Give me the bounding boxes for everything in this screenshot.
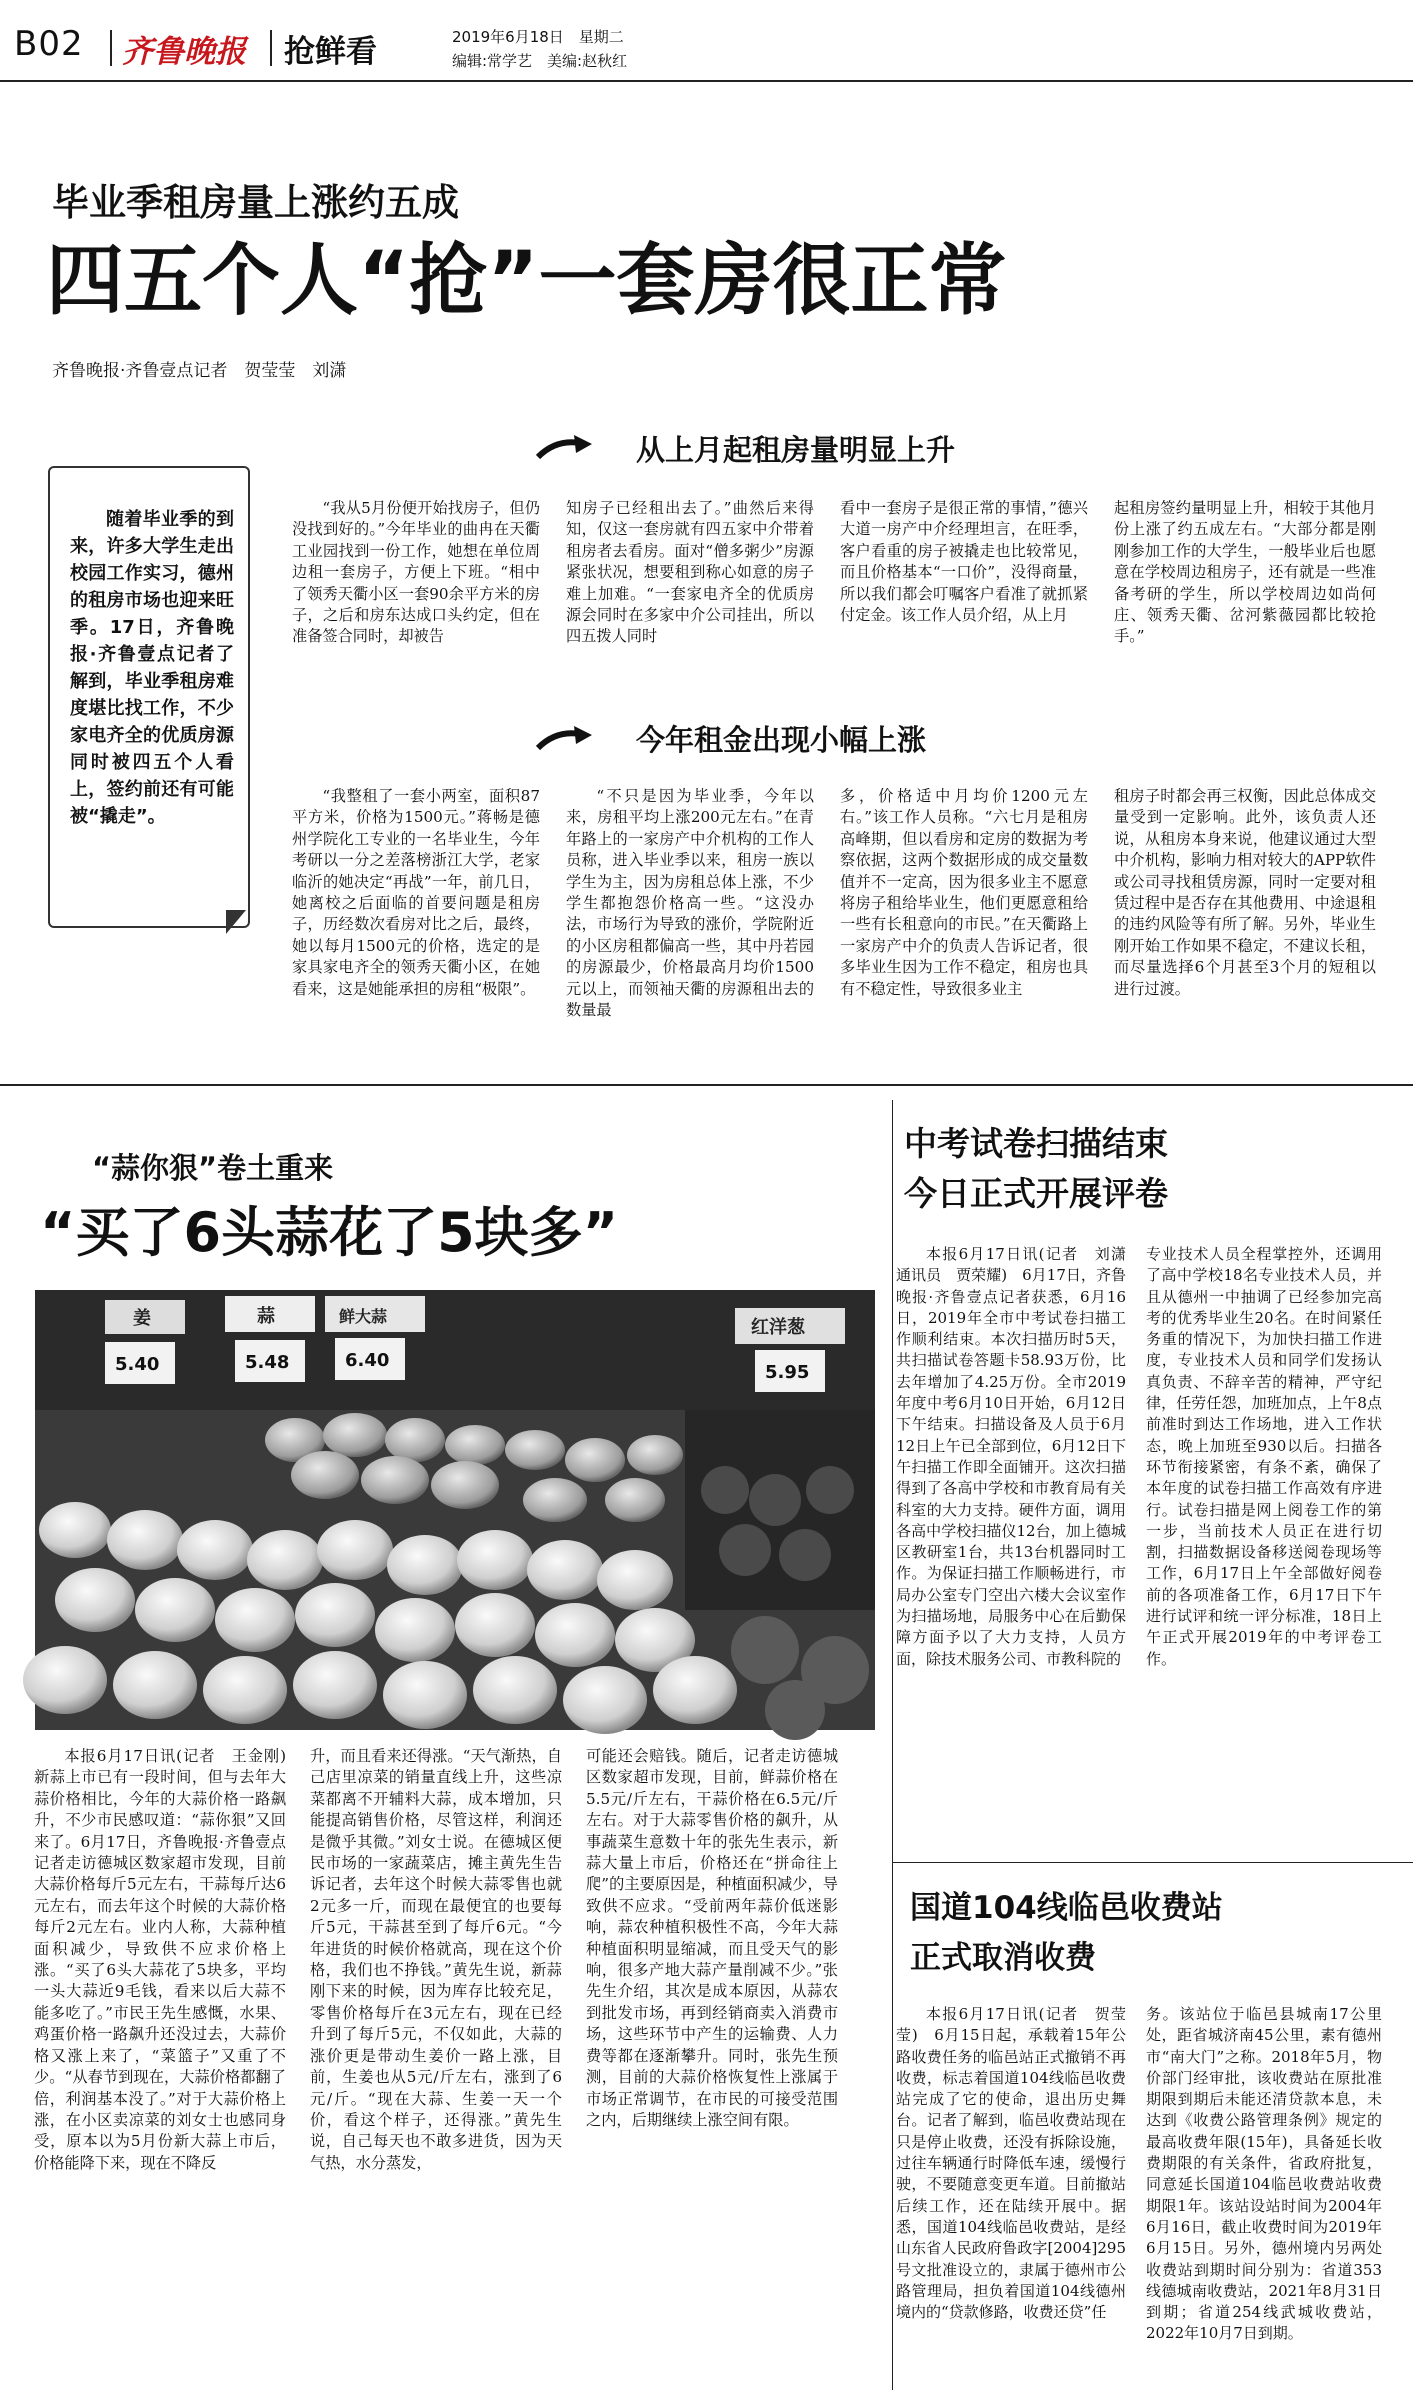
photo-price: 5.95 bbox=[765, 1362, 810, 1383]
section-rule bbox=[893, 1862, 1413, 1863]
photo-price: 6.40 bbox=[345, 1350, 390, 1371]
header-rule bbox=[0, 80, 1413, 82]
article3-col2: 专业技术人员全程掌控外，还调用了高中学校18名专业技术人员，并且从德州一中抽调了已经参加完高考的优秀毕业生20名。在时间紧任务重的情况下，为加快扫描工作进度，专业技术人员和同学们发扬认真负责、不辞辛苦的精神，严守纪律，任劳任怨，加班加点，上午8点前准时到达工作场地，进入工作状态，晚上加班至930以后。扫描各环节衔接紧密，有条不紊，确保了本年度的试卷扫描工作高效有序进行。试卷扫描是网上阅卷工作的第一步，当前技术人员正在进行切割，扫描数据设备移送阅卷现场等工作，6月17日上午全部做好阅卷前的各项准备工作，6月17日下午进行试评和统一评分标准，18日上午正式开展2019年的中考评卷工作。 bbox=[1146, 1245, 1382, 1668]
article1-sec2-col1: “我整租了一套小两室，面积87平方米，价格为1500元。”蒋畅是德州学院化工专业的一名毕业生，今年考研以一分之差落榜浙江大学，老家临沂的她决定“再战”一年，前几日，她离校之后面临的首要问题是租房子，历经数次看房对比之后，最终，她以每月1500元的价格，选定的是家具家电齐全的领秀天衢小区，在她看来，这是她能承担的房租“极限”。 bbox=[292, 787, 540, 998]
sidebar-callout bbox=[48, 466, 250, 928]
article1-sec2-col3: 多，价格适中月均价1200元左右。”该工作人员称。“六七月是租房高峰期，但以看房和定房的数据为考察依据，这两个数据形成的成交量数值并不一定高，因为很多业主不愿意将房子租给毕业生，他们更愿意租给一些有长租意向的市民。”在天衢路上一家房产中介的负责人告诉记者，很多毕业生因为工作不稳定，租房也具有不稳定性，导致很多业主 bbox=[840, 787, 1088, 998]
article1-kicker: 毕业季租房量上涨约五成 bbox=[52, 181, 459, 224]
headline-text: 一套房很正常 bbox=[538, 236, 1007, 326]
article1-byline: 齐鲁晚报·齐鲁壹点记者 贺莹莹 刘潇 bbox=[52, 361, 347, 381]
section-rule bbox=[0, 1084, 1413, 1086]
photo-price: 5.40 bbox=[115, 1354, 160, 1375]
newspaper-logo: 齐鲁晚报 bbox=[122, 34, 246, 70]
article1-sec2-col4: 租房子时都会再三权衡，因此总体成交量受到一定影响。此外，该负责人还说，从租房本身来说，他建议通过大型中介机构，影响力相对较大的APP软件或公司寻找租赁房源，同时一定要对租赁过程中是否存在其他费用、中途退租的违约风险等有所了解。另外，毕业生刚开始工作如果不稳定，不建议长租，而尽量选择6个月甚至3个月的短租以进行过渡。 bbox=[1114, 787, 1376, 998]
article2-col2: 升，而且看来还得涨。“天气渐热，自己店里凉菜的销量直线上升，这些凉菜都离不开辅料大蒜，成本增加，只能提高销售价格，尽管这样，利润还是微乎其微。”刘女士说。在德城区便民市场的一家蔬菜店，摊主黄先生告诉记者，去年这个时候大蒜零售也就2元多一斤，而现在最便宜的也要每斤5元，干蒜甚至到了每斤6元。“今年进货的时候价格就高，现在这个价格，我们也不挣钱。”黄先生说，新蒜刚下来的时候，因为库存比较充足，零售价格每斤在3元左右，现在已经升到了每斤5元，不仅如此，大蒜的涨价更是带动生姜价一路上涨，目前，生姜也从5元/斤左右，涨到了6元/斤。“现在大蒜、生姜一天一个价，看这个样子，还得涨。”黄先生说，自己每天也不敢多进货，因为天气热，水分蒸发， bbox=[310, 1747, 562, 2172]
photo-sign: 蒜 bbox=[257, 1306, 275, 1327]
article3-title-line2: 今日正式开展评卷 bbox=[904, 1174, 1168, 1213]
article2-col1: 本报6月17日讯(记者 王金刚) 新蒜上市已有一段时间，但与去年大蒜价格相比，今年的大蒜价格一路飙升，不少市民感叹道：“蒜你狠”又回来了。6月17日，齐鲁晚报·齐鲁壹点记者走访德城区数家超市发现，目前大蒜价格每斤5元左右，干蒜每斤达6元左右，而去年这个时候的大蒜价格每斤2元左右。业内人称，大蒜种植面积减少，导致供不应求价格上涨。“买了6头大蒜花了5块多，平均一头大蒜近9毛钱，看来以后大蒜不能多吃了。”市民王先生感慨，水果、鸡蛋价格一路飙升还没过去，大蒜价格又涨上来了，“菜篮子”又重了不少。“从春节到现在，大蒜价格都翻了倍，利润基本没了。”对于大蒜价格上涨，在小区卖凉菜的刘女士也感同身受，原本以为5月份新大蒜上市后，价格能降下来，现在不降反 bbox=[34, 1747, 302, 2172]
article3-col1: 本报6月17日讯(记者 刘潇 通讯员 贾荣耀) 6月17日，齐鲁晚报·齐鲁壹点记者获悉，6月16日，2019年全市中考试卷扫描工作顺利结束。本次扫描历时5天，共扫描试卷答题卡58.93万份，比去年增加了4.25万份。全市2019年度中考6月10日开始，6月12日下午结束。扫描设备及人员于6月12日上午已全部到位，6月12日下午扫描工作即全面铺开。这次扫描得到了各高中学校和市教育局有关科室的大力支持。硬件方面，调用各高中学校扫描仪12台，加上德城区教研室1台，共13台机器同时工作。为保证扫描工作顺畅进行，市局办公室专门空出六楼大会议室作为扫描场地，局服务中心在后勤保障方面予以了大力支持，人员方面，除技术服务公司、市教科院的 bbox=[896, 1245, 1142, 1668]
photo-sign: 姜 bbox=[133, 1308, 151, 1329]
article4-title-line2: 正式取消收费 bbox=[910, 1940, 1096, 1976]
article3-title-line1: 中考试卷扫描结束 bbox=[904, 1124, 1168, 1163]
article2-col3: 可能还会赔钱。随后，记者走访德城区数家超市发现，目前，鲜蒜价格在5.5元/斤左右，干蒜价格在6.5元/斤左右。对于大蒜零售价格的飙升，从事蔬菜生意数十年的张先生表示，新蒜大量上市后，价格还在“拼命往上爬”的主要原因是，种植面积减少，导致供不应求。“受前两年蒜价低迷影响，蒜农种植积极性不高，今年大蒜种植面积明显缩减，而且受天气的影响，很多产地大蒜产量削减不少。”张先生介绍，其次是成本原因，从蒜农到批发市场，再到经销商卖入消费市场，这些环节中产生的运输费、人力费等都在逐渐攀升。同时，张先生预测，目前的大蒜价格恢复性上涨属于市场正常调节，在市民的可接受范围之内，后期继续上涨空间有限。 bbox=[586, 1747, 838, 2129]
headline-text: 四五个人 bbox=[46, 236, 359, 326]
sidebar-pointer bbox=[226, 910, 246, 934]
sidebar-text: 随着毕业季的到来，许多大学生走出校园工作实习，德州的租房市场也迎来旺季。17日，齐鲁晚报·齐鲁壹点记者了解到，毕业季租房难度堪比找工作，不少家电齐全的优质房源同时被四五个人看上，签约前还有可能被“撬走”。 bbox=[70, 509, 234, 827]
header-divider bbox=[270, 30, 272, 66]
article1-sec1-col3: 看中一套房子是很正常的事情，”德兴大道一房产中介经理坦言，在旺季，客户看重的房子被撬走也比较常见，而且价格基本“一口价”，没得商量，所以我们都会叮嘱客户看准了就抓紧付定金。该工作人员介绍，从上月 bbox=[840, 499, 1088, 625]
article1-sec1-col4: 起租房签约量明显上升，相较于其他月份上涨了约五成左右。“大部分都是刚刚参加工作的大学生，一般毕业后也愿意在学校周边租房子，还有就是一些准备考研的学生，所以学校周边如尚何庄、领秀天衢、岔河紫薇园都比较抢手。” bbox=[1114, 499, 1376, 646]
article1-headline bbox=[46, 218, 1007, 330]
article4-col1: 本报6月17日讯(记者 贺莹莹) 6月15日起，承载着15年公路收费任务的临邑站正式撤销不再收费，标志着国道104线临邑收费站完成了它的使命，退出历史舞台。记者了解到，临邑收费站现在只是停止收费，还没有拆除设施，过往车辆通行时降低车速，缓慢行驶，不要随意变更车道。目前撤站后续工作，还在陆续开展中。据悉，国道104线临邑收费站，是经山东省人民政府鲁政字[2004]295号文批准设立的，隶属于德州市公路管理局，担负着国道104线德州境内的“贷款修路，收费还贷”任 bbox=[896, 2005, 1126, 2322]
issue-date: 2019年6月18日 星期二 bbox=[452, 28, 624, 46]
article1-sec1-col1: “我从5月份便开始找房子，但仍没找到好的。”今年毕业的曲冉在天衢工业园找到一份工作，她想在单位周边租一套房子，方便上下班。“相中了领秀天衢小区一套90余平方米的房子，之后和房东达成口头约定，但在准备签合同时，却被告 bbox=[292, 499, 540, 646]
article1-sec1-col2: 知房子已经租出去了。”曲然后来得知，仅这一套房就有四五家中介带着租房者去看房。面对“僧多粥少”房源紧张状况，想要租到称心如意的房子难上加难。“一套家电齐全的优质房源会同时在多家中介公司挂出，所以四五拨人同时 bbox=[566, 499, 814, 646]
photo-sign: 鲜大蒜 bbox=[339, 1307, 388, 1326]
headline-quote: “抢” bbox=[358, 236, 539, 326]
page-number: B02 bbox=[14, 24, 84, 64]
arrow-icon bbox=[536, 435, 594, 461]
article4-col2: 务。该站位于临邑县城南17公里处，距省城济南45公里，素有德州市“南大门”之称。2018年5月，物价部门经审批，该收费站在原批准期限到期后未能还清贷款本息，未达到《收费公路管理条例》规定的最高收费年限(15年)，具备延长收费期限的有关条件，省政府批复，同意延长国道104临邑收费站收费期限1年。该站设站时间为2004年6月16日，截止收费时间为2019年6月15日。另外，德州境内另两处收费站到期时间分别为：省道353线德城南收费站，2021年8月31日到期；省道254线武城收费站，2022年10月7日到期。 bbox=[1146, 2005, 1382, 2343]
article4-title-line1: 国道104线临邑收费站 bbox=[910, 1890, 1223, 1926]
garlic-photo bbox=[34, 1290, 876, 1730]
article1-sec2-col2: “不只是因为毕业季，今年以来，房租平均上涨200元左右。”在青年路上的一家房产中介机构的工作人员称，进入毕业季以来，租房一族以学生为主，因为房租总体上涨，不少学生都抱怨价格高一些。“这没办法，市场行为导致的涨价，学院附近的小区房租都偏高一些，其中丹若园的房源最少，价格最高月均价1500元以上，而领袖天衢的房源租出去的数量最 bbox=[566, 787, 814, 1020]
article2-kicker: “蒜你狠”卷土重来 bbox=[92, 1151, 334, 1185]
photo-price: 5.48 bbox=[245, 1352, 290, 1373]
column-rule bbox=[892, 1100, 893, 2390]
arrow-icon bbox=[536, 726, 594, 752]
subhead-1: 从上月起租房量明显上升 bbox=[636, 433, 956, 467]
editor-credits: 编辑:常学艺 美编:赵秋红 bbox=[452, 52, 628, 70]
article2-headline: “买了6头蒜花了5块多” bbox=[40, 1201, 619, 1264]
section-name: 抢鲜看 bbox=[284, 34, 377, 70]
subhead-2: 今年租金出现小幅上涨 bbox=[636, 723, 927, 757]
photo-sign: 红洋葱 bbox=[751, 1317, 805, 1338]
header-divider bbox=[110, 30, 112, 66]
